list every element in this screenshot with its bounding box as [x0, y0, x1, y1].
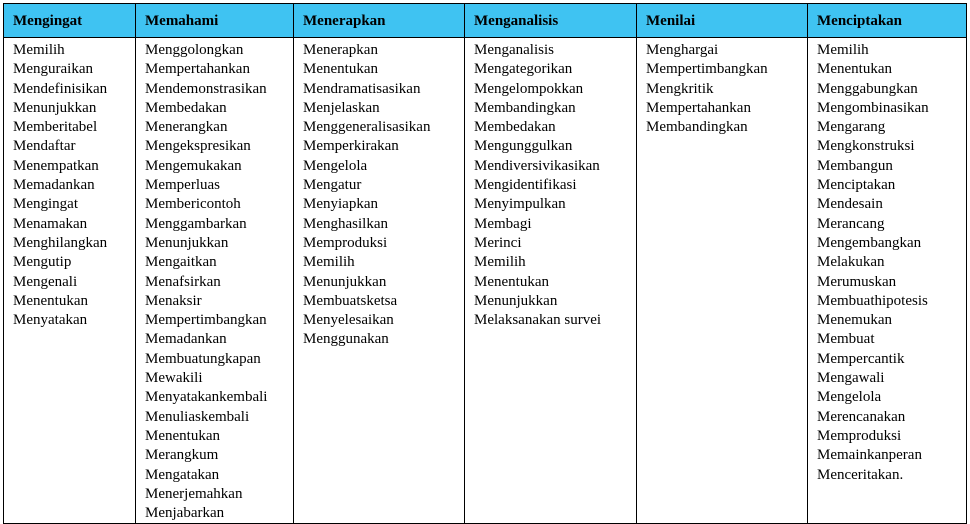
verb-item: Menafsirkan [145, 273, 221, 290]
verb-item: Merinci [474, 234, 522, 251]
verb-item: Mengunggulkan [474, 138, 573, 155]
verb-item: Mendesain [817, 196, 883, 213]
verb-item: Membedakan [145, 99, 227, 116]
verb-list [303, 41, 464, 350]
verb-item: Menentukan [303, 61, 378, 78]
verb-item: Menunjukkan [145, 234, 229, 251]
verb-item: Memadankan [145, 331, 227, 348]
column-cell-memahami [136, 38, 294, 524]
verb-item: Mengkritik [646, 80, 714, 97]
header-menerapkan: Menerapkan [294, 4, 465, 38]
body-row [4, 38, 967, 524]
verb-item: Mengutip [13, 254, 72, 271]
taxonomy-table [3, 3, 967, 524]
verb-item: Menggunakan [303, 331, 389, 348]
verb-item: Menyatakan [13, 312, 88, 329]
verb-list [474, 41, 636, 330]
verb-item: Membuatsketsa [303, 292, 398, 309]
verb-item: Menggambarkan [145, 215, 247, 232]
verb-item: Mendaftar [13, 138, 76, 155]
verb-item: Melakukan [817, 254, 885, 271]
verb-item: Mendemonstrasikan [145, 80, 267, 97]
header-menganalisis: Menganalisis [465, 4, 637, 38]
verb-item: Membedakan [474, 119, 556, 136]
verb-item: Menentukan [145, 427, 220, 444]
verb-item: Mempertahankan [646, 99, 751, 116]
verb-item: Memainkanperan [817, 447, 922, 464]
verb-item: Menciptakan [817, 177, 896, 194]
verb-item: Menemukan [817, 312, 892, 329]
verb-item: Membagi [474, 215, 532, 232]
verb-item: Membangun [817, 157, 893, 174]
verb-item: Mengatakan [145, 466, 220, 483]
verb-item: Menerjemahkan [145, 485, 243, 502]
header-row [4, 4, 967, 38]
verb-item: Mengidentifikasi [474, 177, 577, 194]
verb-item: Memproduksi [817, 427, 902, 444]
verb-item: Menggeneralisasikan [303, 119, 431, 136]
verb-item: Memilih [474, 254, 526, 271]
verb-item: Menerapkan [303, 42, 378, 58]
verb-list [646, 41, 807, 137]
verb-item: Mengaitkan [145, 254, 217, 271]
verb-item: Menyiapkan [303, 196, 378, 213]
verb-item: Mengelompokkan [474, 80, 584, 97]
verb-item: Mengombinasikan [817, 99, 929, 116]
verb-item: Menganalisis [474, 42, 554, 58]
verb-item: Membuathipotesis [817, 292, 928, 309]
verb-item: Mendefinisikan [13, 80, 108, 97]
verb-item: Merumuskan [817, 273, 897, 290]
verb-item: Memadankan [13, 177, 95, 194]
verb-item: Mengekspresikan [145, 138, 251, 155]
verb-item: Menghargai [646, 42, 719, 58]
verb-item: Memberitabel [13, 119, 98, 136]
verb-item: Menghasilkan [303, 215, 388, 232]
verb-item: Menguraikan [13, 61, 93, 78]
verb-item: Membandingkan [646, 119, 748, 136]
verb-item: Menunjukkan [13, 99, 97, 116]
verb-item: Menceritakan. [817, 466, 904, 483]
verb-item: Mengarang [817, 119, 886, 136]
verb-item: Menunjukkan [474, 292, 558, 309]
verb-item: Mendiversivikasikan [474, 157, 600, 174]
verb-item: Mengelola [817, 389, 882, 406]
verb-item: Menyatakankembali [145, 389, 268, 406]
verb-item: Menamakan [13, 215, 88, 232]
verb-item: Menghilangkan [13, 234, 108, 251]
header-menilai: Menilai [637, 4, 808, 38]
verb-item: Menggabungkan [817, 80, 918, 97]
column-cell-mengingat [4, 38, 136, 524]
verb-item: Menjelaskan [303, 99, 380, 116]
verb-item: Membericontoh [145, 196, 241, 213]
column-cell-menilai [637, 38, 808, 524]
verb-item: Memilih [817, 42, 869, 58]
verb-item: Menjabarkan [145, 505, 225, 522]
taxonomy-table-container [3, 3, 967, 524]
verb-item: Mempertimbangkan [646, 61, 768, 78]
verb-item: Menggolongkan [145, 42, 244, 58]
column-cell-menerapkan [294, 38, 465, 524]
verb-item: Mewakili [145, 370, 203, 387]
verb-item: Mengatur [303, 177, 362, 194]
verb-item: Mengkonstruksi [817, 138, 915, 155]
verb-item: Menunjukkan [303, 273, 387, 290]
verb-item: Menerangkan [145, 119, 228, 136]
verb-item: Menyelesaikan [303, 312, 394, 329]
verb-item: Mengembangkan [817, 234, 922, 251]
verb-item: Menaksir [145, 292, 202, 309]
verb-item: Membuat [817, 331, 875, 348]
verb-item: Mempertimbangkan [145, 312, 267, 329]
verb-item: Melaksanakan survei [474, 312, 602, 329]
verb-item: Mengategorikan [474, 61, 573, 78]
verb-item: Memilih [303, 254, 355, 271]
verb-item: Memilih [13, 42, 65, 58]
verb-item: Menentukan [13, 292, 88, 309]
verb-item: Merancang [817, 215, 885, 232]
verb-item: Memproduksi [303, 234, 388, 251]
verb-item: Menentukan [474, 273, 549, 290]
verb-item: Mengemukakan [145, 157, 242, 174]
header-memahami: Memahami [136, 4, 294, 38]
verb-item: Menuliaskembali [145, 408, 250, 425]
verb-item: Mempertahankan [145, 61, 250, 78]
verb-item: Menyimpulkan [474, 196, 566, 213]
verb-item: Membandingkan [474, 99, 576, 116]
verb-item: Mengawali [817, 370, 885, 387]
verb-item: Mengingat [13, 196, 78, 213]
verb-item: Mempercantik [817, 350, 905, 367]
verb-item: Memperkirakan [303, 138, 399, 155]
verb-item: Merencanakan [817, 408, 906, 425]
verb-item: Membuatungkapan [145, 350, 261, 367]
header-menciptakan: Menciptakan [808, 4, 967, 38]
verb-item: Mengenali [13, 273, 78, 290]
verb-list [13, 41, 135, 330]
verb-list [817, 41, 966, 485]
verb-item: Menentukan [817, 61, 892, 78]
header-mengingat: Mengingat [4, 4, 136, 38]
verb-list [145, 41, 293, 523]
verb-item: Mengelola [303, 157, 368, 174]
column-cell-menganalisis [465, 38, 637, 524]
column-cell-menciptakan [808, 38, 967, 524]
verb-item: Memperluas [145, 177, 220, 194]
verb-item: Merangkum [145, 447, 219, 464]
verb-item: Menempatkan [13, 157, 99, 174]
verb-item: Mendramatisasikan [303, 80, 421, 97]
